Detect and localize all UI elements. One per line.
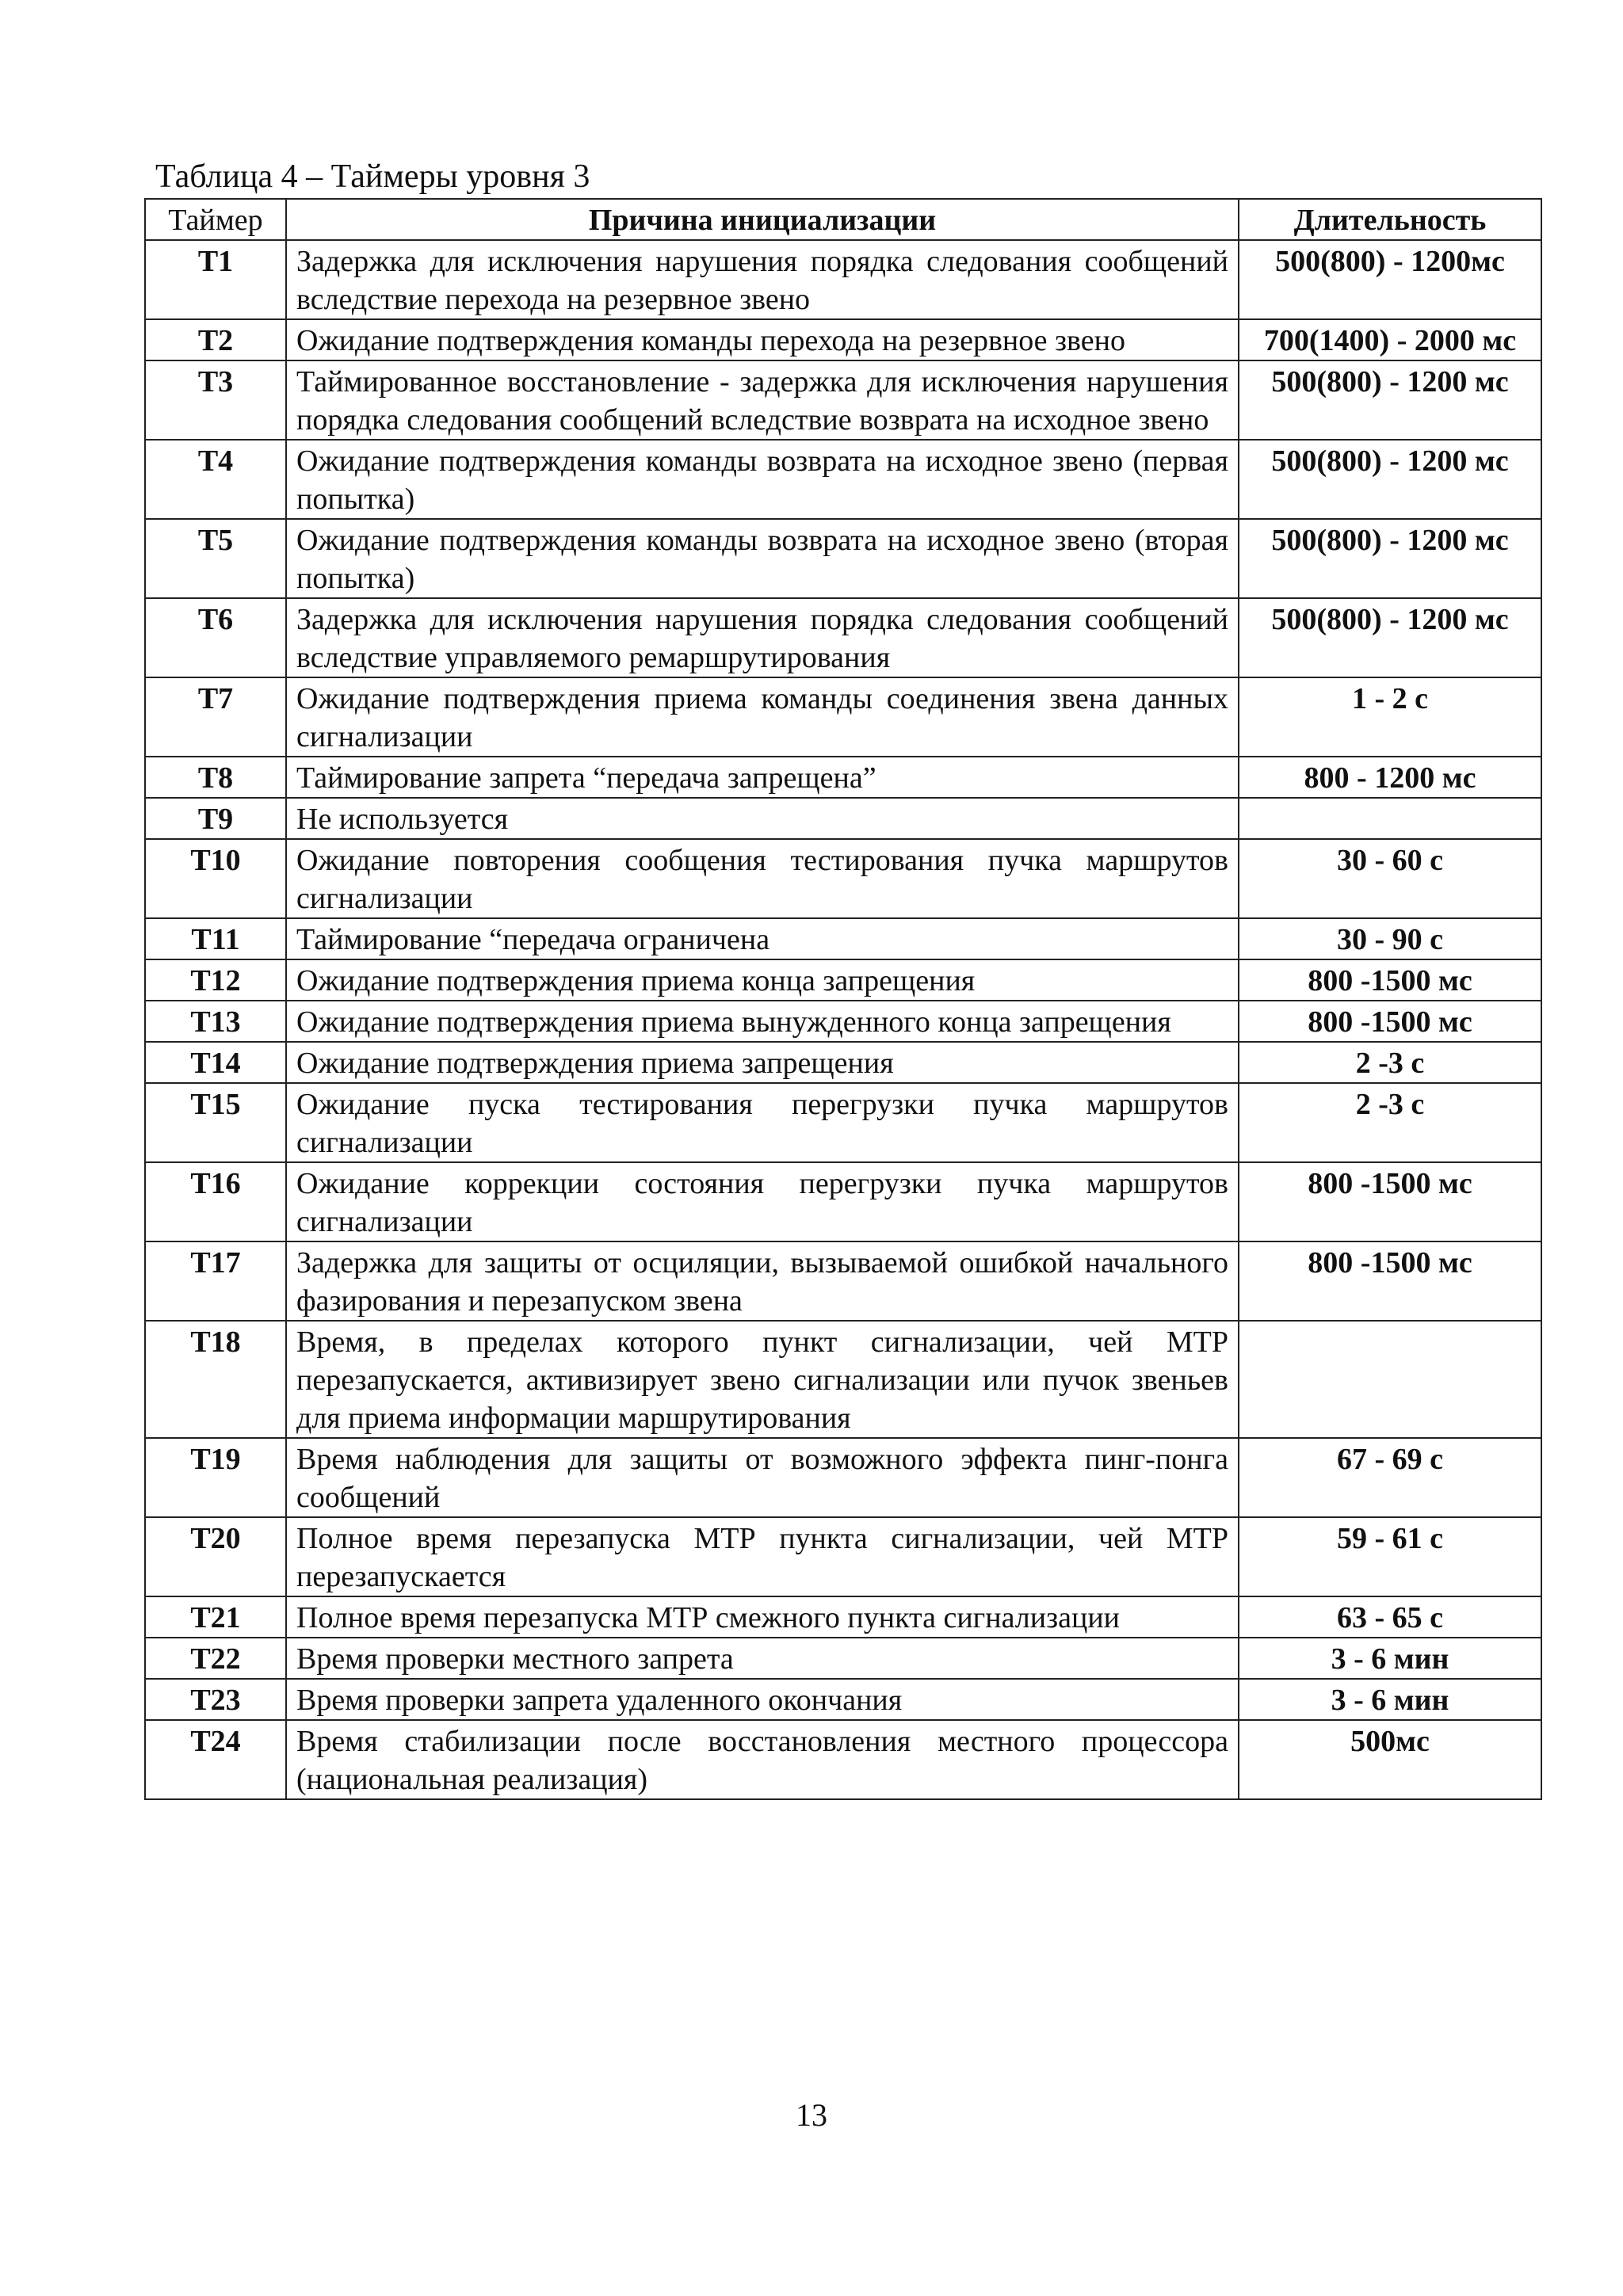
table-row	[145, 240, 1541, 319]
duration-cell	[1239, 1321, 1541, 1438]
timer-cell: T24	[145, 1720, 286, 1799]
table-body	[145, 240, 1541, 1799]
reason-cell: Ожидание подтверждения команды возврата на исходное звено (вторая попытка)	[286, 519, 1239, 598]
table-row	[145, 440, 1541, 519]
duration-cell: 1 - 2 с	[1239, 677, 1541, 757]
reason-cell: Задержка для исключения нарушения порядка следования сообщений вследствие управляемого ремаршрутирования	[286, 598, 1239, 677]
table-row	[145, 918, 1541, 959]
duration-cell: 800 -1500 мс	[1239, 1162, 1541, 1241]
reason-cell: Время стабилизации после восстановления местного процессора (национальная реализация)	[286, 1720, 1239, 1799]
duration-cell: 63 - 65 с	[1239, 1596, 1541, 1638]
table-row	[145, 1083, 1541, 1162]
duration-cell: 30 - 90 с	[1239, 918, 1541, 959]
duration-cell: 800 -1500 мс	[1239, 1001, 1541, 1042]
table-row	[145, 1638, 1541, 1679]
timer-cell: T19	[145, 1438, 286, 1517]
header-duration: Длительность	[1239, 199, 1541, 240]
reason-cell: Время проверки запрета удаленного окончания	[286, 1679, 1239, 1720]
timer-cell: T9	[145, 798, 286, 839]
table-row	[145, 598, 1541, 677]
duration-cell: 30 - 60 с	[1239, 839, 1541, 918]
duration-cell: 2 -3 с	[1239, 1083, 1541, 1162]
timer-cell: T3	[145, 360, 286, 440]
table-row	[145, 839, 1541, 918]
reason-cell: Задержка для исключения нарушения порядка следования сообщений вследствие перехода на резервное звено	[286, 240, 1239, 319]
reason-cell: Время проверки местного запрета	[286, 1638, 1239, 1679]
reason-cell: Задержка для защиты от осциляции, вызываемой ошибкой начального фазирования и перезапуском звена	[286, 1241, 1239, 1321]
duration-cell: 500(800) - 1200 мс	[1239, 360, 1541, 440]
reason-cell: Ожидание подтверждения приема вынужденного конца запрещения	[286, 1001, 1239, 1042]
timer-cell: T10	[145, 839, 286, 918]
duration-cell: 500мс	[1239, 1720, 1541, 1799]
header-timer: Таймер	[145, 199, 286, 240]
reason-cell: Ожидание подтверждения приема конца запрещения	[286, 959, 1239, 1001]
table-row	[145, 1162, 1541, 1241]
table-header-row	[145, 199, 1541, 240]
timer-cell: T18	[145, 1321, 286, 1438]
timer-cell: T23	[145, 1679, 286, 1720]
reason-cell: Ожидание пуска тестирования перегрузки пучка маршрутов сигнализации	[286, 1083, 1239, 1162]
timer-cell: T20	[145, 1517, 286, 1596]
reason-cell: Ожидание подтверждения приема запрещения	[286, 1042, 1239, 1083]
duration-cell: 67 - 69 с	[1239, 1438, 1541, 1517]
timer-cell: T16	[145, 1162, 286, 1241]
duration-cell: 500(800) - 1200мс	[1239, 240, 1541, 319]
duration-cell: 700(1400) - 2000 мс	[1239, 319, 1541, 360]
reason-cell: Время наблюдения для защиты от возможного эффекта пинг-понга сообщений	[286, 1438, 1239, 1517]
timer-cell: T13	[145, 1001, 286, 1042]
table-row	[145, 757, 1541, 798]
duration-cell: 800 -1500 мс	[1239, 959, 1541, 1001]
page-number: 13	[796, 2097, 827, 2133]
table-caption: Таблица 4 – Таймеры уровня 3	[155, 158, 590, 195]
duration-cell: 800 -1500 мс	[1239, 1241, 1541, 1321]
reason-cell: Ожидание подтверждения приема команды соединения звена данных сигнализации	[286, 677, 1239, 757]
duration-cell: 2 -3 с	[1239, 1042, 1541, 1083]
reason-cell: Таймирование “передача ограничена	[286, 918, 1239, 959]
timer-cell: T14	[145, 1042, 286, 1083]
reason-cell: Время, в пределах которого пункт сигнализации, чей МТР перезапускается, активизирует звено сигнализации или пучок звеньев для приема информации маршрутирования	[286, 1321, 1239, 1438]
table-row	[145, 1042, 1541, 1083]
duration-cell: 800 - 1200 мс	[1239, 757, 1541, 798]
timer-cell: T1	[145, 240, 286, 319]
reason-cell: Полное время перезапуска МТР пункта сигнализации, чей МТР перезапускается	[286, 1517, 1239, 1596]
reason-cell: Не используется	[286, 798, 1239, 839]
duration-cell: 3 - 6 мин	[1239, 1679, 1541, 1720]
table-row	[145, 1517, 1541, 1596]
timer-cell: T7	[145, 677, 286, 757]
reason-cell: Полное время перезапуска МТР смежного пункта сигнализации	[286, 1596, 1239, 1638]
reason-cell: Таймирование запрета “передача запрещена”	[286, 757, 1239, 798]
table-row	[145, 1321, 1541, 1438]
reason-cell: Ожидание подтверждения команды перехода на резервное звено	[286, 319, 1239, 360]
table-row	[145, 1720, 1541, 1799]
timer-cell: T17	[145, 1241, 286, 1321]
timer-cell: T4	[145, 440, 286, 519]
reason-cell: Таймированное восстановление - задержка для исключения нарушения порядка следования сообщений вследствие возврата на исходное звено	[286, 360, 1239, 440]
table-row	[145, 319, 1541, 360]
timer-cell: T6	[145, 598, 286, 677]
timers-table	[144, 198, 1542, 1800]
timer-cell: T12	[145, 959, 286, 1001]
timer-cell: T21	[145, 1596, 286, 1638]
duration-cell: 500(800) - 1200 мс	[1239, 440, 1541, 519]
timer-cell: T15	[145, 1083, 286, 1162]
reason-cell: Ожидание подтверждения команды возврата на исходное звено (первая попытка)	[286, 440, 1239, 519]
timer-cell: T8	[145, 757, 286, 798]
header-reason: Причина инициализации	[286, 199, 1239, 240]
timer-cell: T11	[145, 918, 286, 959]
duration-cell	[1239, 798, 1541, 839]
timer-cell: T2	[145, 319, 286, 360]
timer-cell: T22	[145, 1638, 286, 1679]
reason-cell: Ожидание повторения сообщения тестирования пучка маршрутов сигнализации	[286, 839, 1239, 918]
table-row	[145, 1438, 1541, 1517]
duration-cell: 500(800) - 1200 мс	[1239, 598, 1541, 677]
table-row	[145, 798, 1541, 839]
duration-cell: 500(800) - 1200 мс	[1239, 519, 1541, 598]
table-row	[145, 959, 1541, 1001]
table-row	[145, 1241, 1541, 1321]
duration-cell: 59 - 61 с	[1239, 1517, 1541, 1596]
timer-cell: T5	[145, 519, 286, 598]
table-row	[145, 677, 1541, 757]
duration-cell: 3 - 6 мин	[1239, 1638, 1541, 1679]
table-row	[145, 519, 1541, 598]
reason-cell: Ожидание коррекции состояния перегрузки пучка маршрутов сигнализации	[286, 1162, 1239, 1241]
table-row	[145, 360, 1541, 440]
table-row	[145, 1679, 1541, 1720]
table-row	[145, 1596, 1541, 1638]
table-row	[145, 1001, 1541, 1042]
